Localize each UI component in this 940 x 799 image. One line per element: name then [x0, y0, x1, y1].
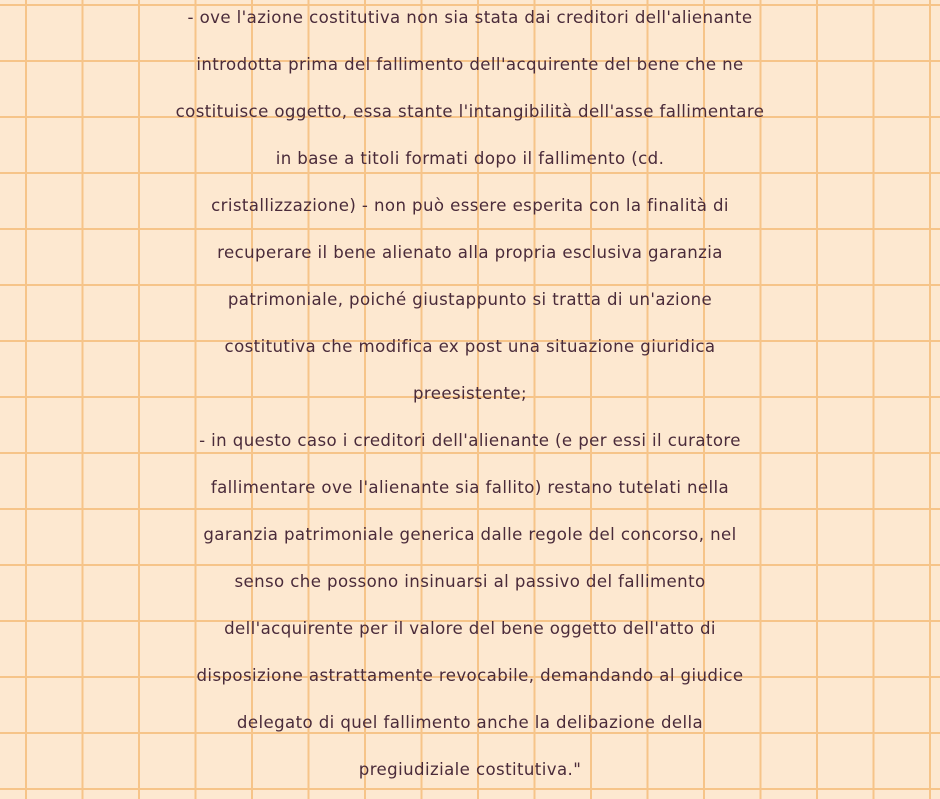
text-line: costitutiva che modifica ex post una situazione giuridica — [224, 337, 716, 356]
text-line: in base a titoli formati dopo il fallimento (cd. — [275, 149, 665, 168]
text-line: introdotta prima del fallimento dell'acquirente del bene che ne — [196, 55, 744, 74]
text-line: preesistente; — [412, 384, 528, 403]
text-line: costituisce oggetto, essa stante l'intangibilità dell'asse fallimentare — [175, 102, 765, 121]
text-line: disposizione astrattamente revocabile, demandando al giudice — [196, 666, 744, 685]
text-line: cristallizzazione) - non può essere esperita con la finalità di — [211, 196, 729, 215]
text-line: garanzia patrimoniale generica dalle regole del concorso, nel — [203, 525, 737, 544]
text-line: - ove l'azione costitutiva non sia stata dai creditori dell'alienante — [187, 8, 753, 27]
text-line: dell'acquirente per il valore del bene oggetto dell'atto di — [224, 619, 716, 638]
text-line: fallimentare ove l'alienante sia fallito) restano tutelati nella — [210, 478, 730, 497]
text-line: recuperare il bene alienato alla propria esclusiva garanzia — [217, 243, 723, 262]
text-line: delegato di quel fallimento anche la delibazione della — [236, 713, 704, 732]
text-line: pregiudiziale costitutiva." — [358, 760, 582, 779]
text-line: senso che possono insinuarsi al passivo del fallimento — [234, 572, 706, 591]
text-line: patrimoniale, poiché giustappunto si tratta di un'azione — [227, 290, 713, 309]
text-line: - in questo caso i creditori dell'alienante (e per essi il curatore — [199, 431, 741, 450]
